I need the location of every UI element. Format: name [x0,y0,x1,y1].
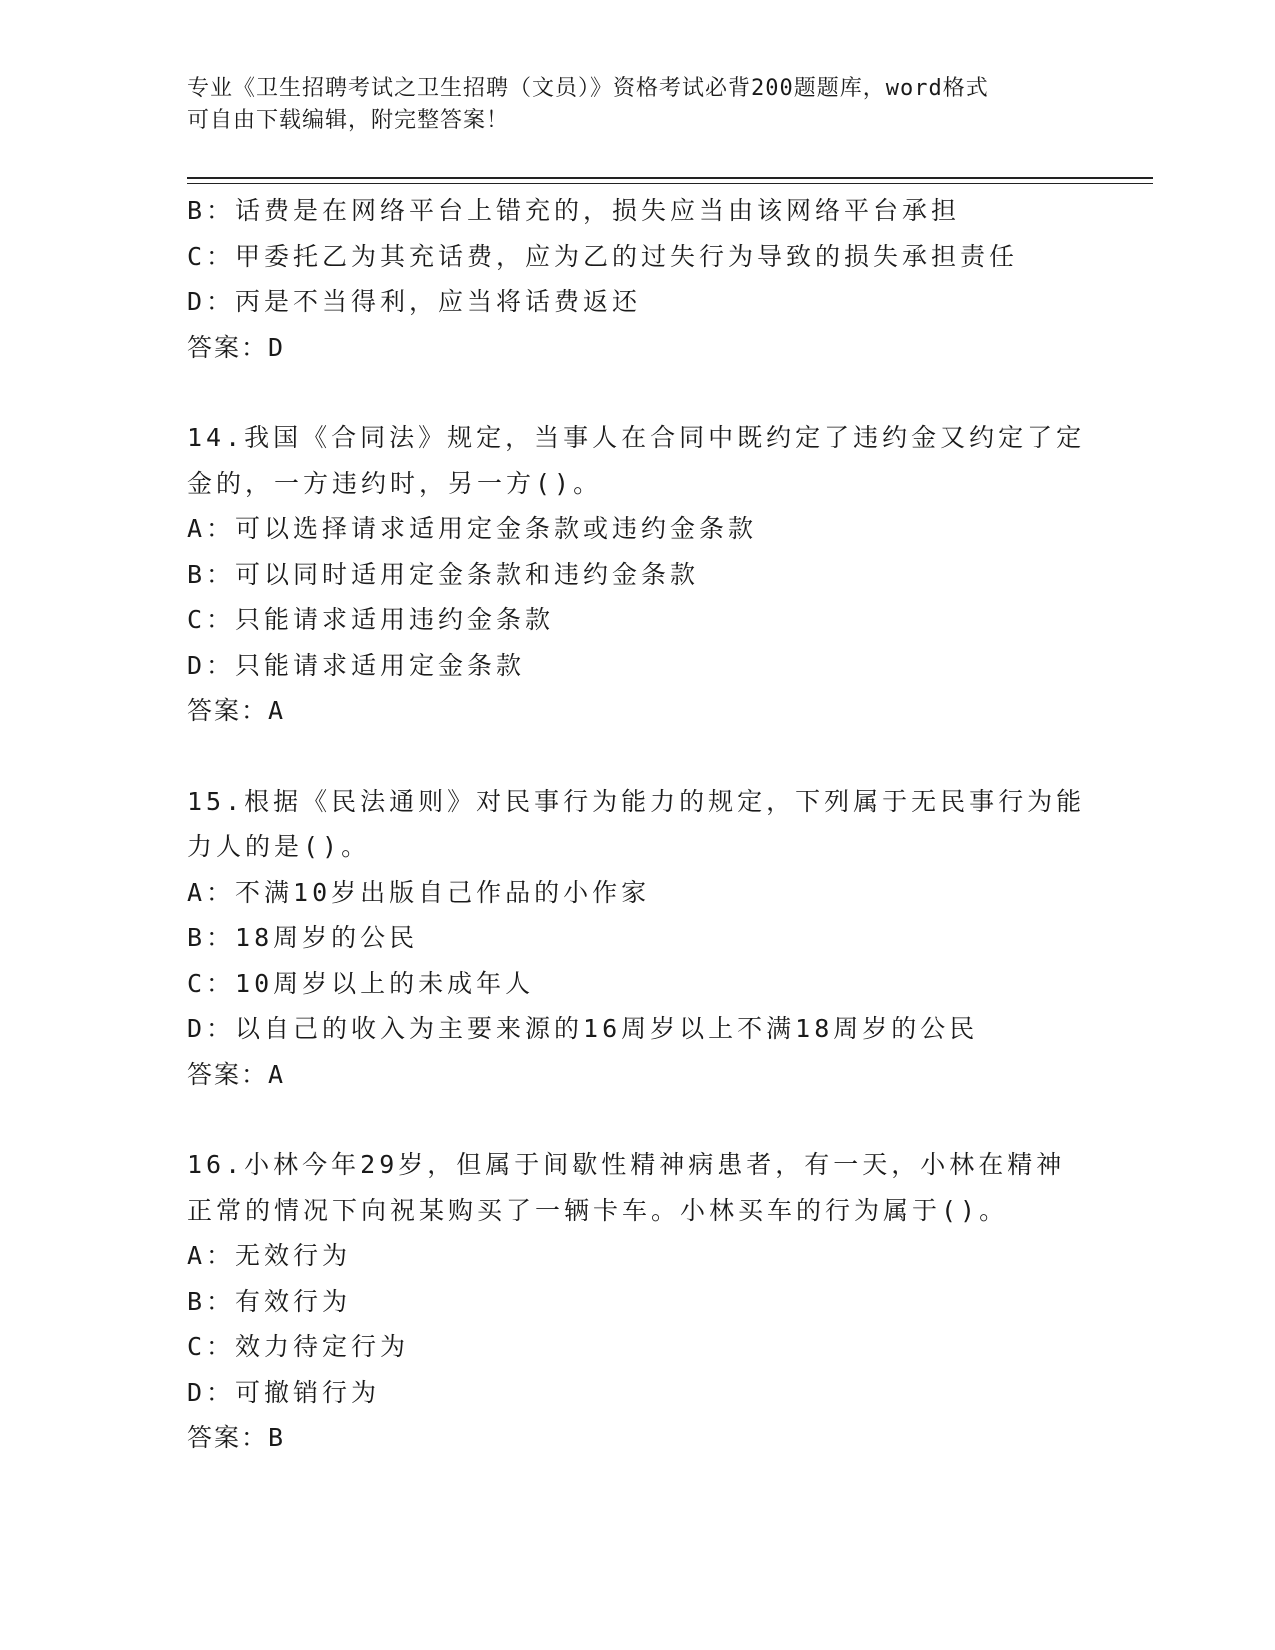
document-header [187,73,1087,137]
question-13-tail [187,188,1087,370]
option-d: D：丙是不当得利，应当将话费返还 [187,287,642,316]
question-stem-line: 14.我国《合同法》规定，当事人在合同中既约定了违约金又约定了定 [187,423,1086,452]
option-b: B：有效行为 [187,1286,352,1316]
answer-line: 答案：A [187,1059,286,1089]
option-c: C：10周岁以上的未成年人 [187,968,535,998]
question-stem-line: 16.小林今年29岁，但属于间歇性精神病患者，有一天，小林在精神 [187,1150,1066,1179]
header-divider-thick [187,177,1153,179]
option-c: C：效力待定行为 [187,1332,410,1361]
question-15 [187,779,1087,1098]
question-list [187,188,1087,1461]
question-stem-line: 力人的是()。 [187,832,371,861]
option-c: C：甲委托乙为其充话费，应为乙的过失行为导致的损失承担责任 [187,241,1019,271]
header-line-2: 可自由下载编辑，附完整答案！ [187,108,510,133]
option-c: C：只能请求适用违约金条款 [187,605,555,634]
option-d: D：可撤销行为 [187,1377,381,1407]
header-line-1: 专业《卫生招聘考试之卫生招聘（文员）》资格考试必背200题题库，word格式 [187,76,989,101]
option-b: B：18周岁的公民 [187,923,419,952]
option-b: B：可以同时适用定金条款和违约金条款 [187,559,700,589]
option-a: A：不满10岁出版自己作品的小作家 [187,877,651,907]
option-a: A：无效行为 [187,1241,352,1270]
option-a: A：可以选择请求适用定金条款或违约金条款 [187,514,758,543]
question-16 [187,1142,1087,1461]
option-d: D：只能请求适用定金条款 [187,650,526,680]
option-b: B：话费是在网络平台上错充的，损失应当由该网络平台承担 [187,196,961,225]
answer-line: 答案：D [187,332,286,362]
question-stem-line: 金的，一方违约时，另一方()。 [187,468,603,498]
question-14 [187,415,1087,734]
answer-line: 答案：B [187,1423,286,1452]
question-stem-line: 正常的情况下向祝某购买了一辆卡车。小林买车的行为属于()。 [187,1195,1009,1225]
question-stem-line: 15.根据《民法通则》对民事行为能力的规定，下列属于无民事行为能 [187,786,1086,816]
option-d: D：以自己的收入为主要来源的16周岁以上不满18周岁的公民 [187,1014,979,1043]
answer-line: 答案：A [187,696,286,725]
header-divider-thin [187,183,1153,184]
